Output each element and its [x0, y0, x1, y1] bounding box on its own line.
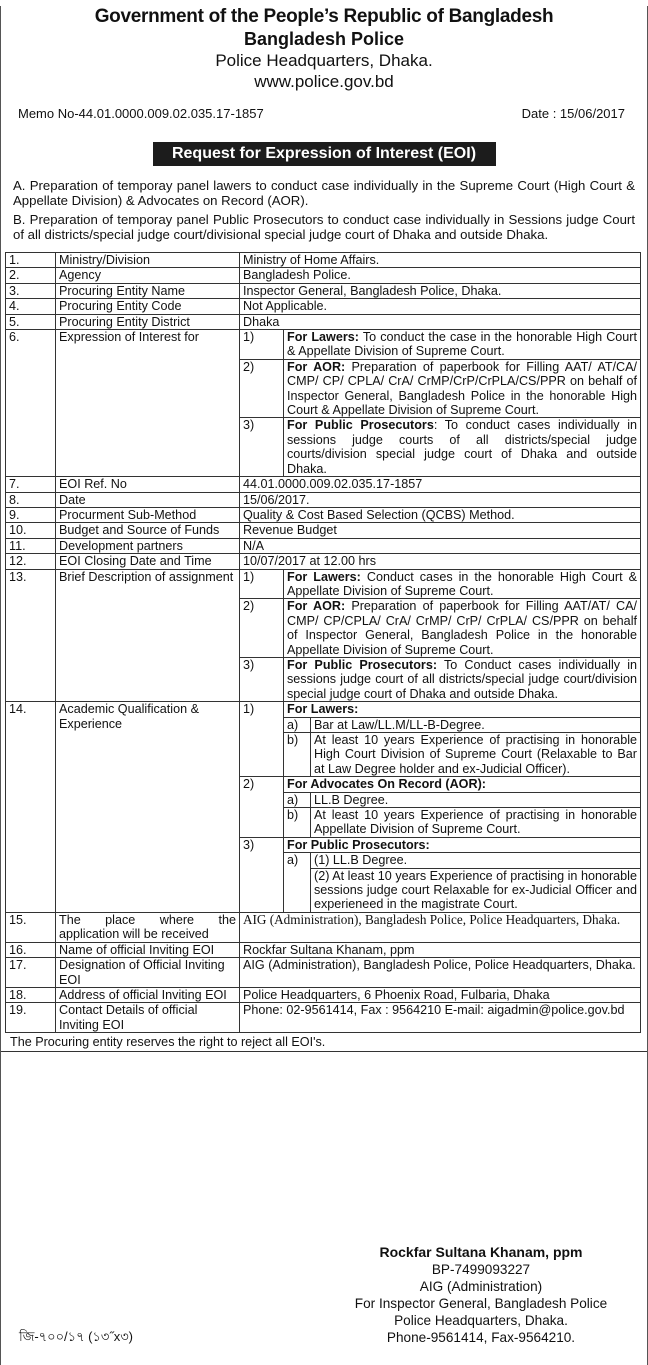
sub-text: For AOR: Preparation of paperbook for Filling AAT/ AT/CA/ CMP/ CP/ CPLA/ CrA/ CrMP/CrP/CrPLA/CS/PPR on behalf of Inspector General, Bangladesh Police in the honorable High Court & Appellate Division of Supreme Court.: [284, 359, 641, 418]
table-row: [6, 492, 641, 507]
row-number: 17.: [6, 958, 56, 988]
row-number: 16.: [6, 942, 56, 957]
sub-text: For AOR: Preparation of paperbook for Filling AAT/AT/ CA/ CMP/ CP/CPLA/ CrA/ CrMP/ CrP/ CrPLA/ CS/PPR on behalf of Inspector General, Bangladesh Police in the honorable Appellate Division of Supreme Court.: [284, 599, 641, 658]
table-row: [6, 477, 641, 492]
row-number: 1.: [6, 253, 56, 268]
sub-text: For Public Prosecutors: To Conduct cases individually in sessions judge court of all districts/special judge court/division special judge court of Dhaka and outside Dhaka.: [284, 657, 641, 701]
signature-block: [321, 1244, 641, 1346]
table-row: [6, 987, 641, 1002]
sub-number: 3): [240, 418, 284, 477]
row-number: 3.: [6, 283, 56, 298]
table-row: [6, 942, 641, 957]
row-value: Phone: 02-9561414, Fax : 9564210 E-mail: aigadmin@police.gov.bd: [240, 1003, 641, 1033]
row-number: 13.: [6, 569, 56, 702]
row-label: Procuring Entity Code: [56, 299, 240, 314]
sub-number: 2): [240, 777, 284, 838]
row-label: Designation of Official Inviting EOI: [56, 958, 240, 988]
table-row: [6, 253, 641, 268]
table-row: [6, 912, 641, 942]
row-number: 15.: [6, 912, 56, 942]
website-link[interactable]: www.police.gov.bd: [254, 72, 394, 91]
row-label: Academic Qualification & Experience: [56, 702, 240, 913]
row-label: Procurment Sub-Method: [56, 507, 240, 522]
row-label: Date: [56, 492, 240, 507]
item-text: At least 10 years Experience of practising in honorable High Court Division of Supreme Court (Relaxable to Bar at Law Degree holder and ex-Judicial Officer).: [311, 733, 641, 777]
row-value: Not Applicable.: [240, 299, 641, 314]
row-label: The place where the application will be received: [56, 912, 240, 942]
government-title: Government of the People’s Republic of Bangladesh: [94, 6, 554, 27]
table-row: [6, 569, 641, 599]
row-number: 10.: [6, 523, 56, 538]
row-value: Bangladesh Police.: [240, 268, 641, 283]
signatory-office: Police Headquarters, Dhaka.: [394, 1313, 568, 1328]
sub-text: For Lawers: Conduct cases in the honorable High Court & Appellate Division of Supreme Court.: [284, 569, 641, 599]
item-letter: a): [284, 717, 311, 732]
signatory-bp: BP-7499093227: [431, 1262, 531, 1277]
row-value: Dhaka: [240, 314, 641, 329]
signatory-designation: AIG (Administration): [419, 1279, 543, 1294]
table-row: [6, 958, 641, 988]
advertisement-reference: জি-৭০০/১৭ (১৩˝x৩): [19, 1329, 133, 1344]
table-row: [6, 314, 641, 329]
sub-heading: For Advocates On Record (AOR):: [284, 777, 641, 792]
signatory-name: Rockfar Sultana Khanam, ppm: [379, 1244, 583, 1260]
item-letter: a): [284, 792, 311, 807]
row-number: 6.: [6, 330, 56, 477]
memo-date: Date : 15/06/2017: [521, 106, 625, 121]
row-value: 10/07/2017 at 12.00 hrs: [240, 554, 641, 569]
eoi-notice-page: [0, 6, 648, 1365]
table-row: [6, 523, 641, 538]
item-letter: b): [284, 808, 311, 838]
sub-number: 1): [240, 330, 284, 360]
row-number: 5.: [6, 314, 56, 329]
row-number: 4.: [6, 299, 56, 314]
row-label: Expression of Interest for: [56, 330, 240, 477]
table-row: [6, 507, 641, 522]
row-number: 12.: [6, 554, 56, 569]
item-letter: b): [284, 733, 311, 777]
row-value: Quality & Cost Based Selection (QCBS) Method.: [240, 507, 641, 522]
row-label: EOI Ref. No: [56, 477, 240, 492]
row-number: 7.: [6, 477, 56, 492]
row-number: 8.: [6, 492, 56, 507]
eoi-details-table: [5, 252, 641, 1033]
row-value: Rockfar Sultana Khanam, ppm: [240, 942, 641, 957]
item-text: Bar at Law/LL.M/LL-B-Degree.: [311, 717, 641, 732]
memo-line: [1, 106, 647, 126]
row-label: EOI Closing Date and Time: [56, 554, 240, 569]
sub-number: 3): [240, 837, 284, 912]
row-number: 14.: [6, 702, 56, 913]
row-value: 15/06/2017.: [240, 492, 641, 507]
row-label: Ministry/Division: [56, 253, 240, 268]
sub-number: 1): [240, 702, 284, 777]
signatory-contact: Phone-9561414, Fax-9564210.: [386, 1330, 576, 1345]
sub-number: 1): [240, 569, 284, 599]
office-title: Police Headquarters, Dhaka.: [215, 51, 433, 70]
item-letter: a): [284, 853, 311, 913]
letterhead: [1, 6, 647, 92]
footer-note: The Procuring entity reserves the right to reject all EOI's.: [1, 1033, 647, 1052]
intro-paragraph-b: B. Preparation of temporay panel Public Prosecutors to conduct case individually in Sessions judge Court of all districts/special judge court/divisional special judge court of Dhaka and outside Dhaka.: [13, 212, 635, 242]
row-label: Contact Details of official Inviting EOI: [56, 1003, 240, 1033]
item-text: At least 10 years Experience of practising in honorable Appellate Division of Supreme Court.: [311, 808, 641, 838]
sub-number: 2): [240, 599, 284, 658]
table-row: [6, 1003, 641, 1033]
table-row: [6, 299, 641, 314]
row-number: 18.: [6, 987, 56, 1002]
table-row: [6, 330, 641, 360]
row-label: Development partners: [56, 538, 240, 553]
row-value: Inspector General, Bangladesh Police, Dhaka.: [240, 283, 641, 298]
sub-number: 2): [240, 359, 284, 418]
row-value: AIG (Administration), Bangladesh Police, Police Headquarters, Dhaka.: [240, 912, 641, 942]
signatory-on-behalf: For Inspector General, Bangladesh Police: [354, 1296, 608, 1311]
table-row: [6, 268, 641, 283]
item-text: (1) LL.B Degree.: [311, 853, 641, 868]
row-label: Name of official Inviting EOI: [56, 942, 240, 957]
table-row: [6, 538, 641, 553]
row-value: Police Headquarters, 6 Phoenix Road, Fulbaria, Dhaka: [240, 987, 641, 1002]
memo-number: Memo No-44.01.0000.009.02.035.17-1857: [18, 106, 264, 121]
row-label: Brief Description of assignment: [56, 569, 240, 702]
row-label: Address of official Inviting EOI: [56, 987, 240, 1002]
row-number: 9.: [6, 507, 56, 522]
sub-heading: For Public Prosecutors:: [284, 837, 641, 852]
sub-text: For Lawers: To conduct the case in the honorable High Court & Appellate Division of Supreme Court.: [284, 330, 641, 360]
row-label: Procuring Entity District: [56, 314, 240, 329]
row-number: 2.: [6, 268, 56, 283]
row-value: AIG (Administration), Bangladesh Police, Police Headquarters, Dhaka.: [240, 958, 641, 988]
item-text: (2) At least 10 years Experience of practising in honorable sessions judge court Relaxable for ex-Judicial Officer and experieneed in the magistrate Court.: [311, 868, 641, 912]
sub-number: 3): [240, 657, 284, 701]
row-value: Revenue Budget: [240, 523, 641, 538]
table-row: [6, 283, 641, 298]
item-text: LL.B Degree.: [311, 792, 641, 807]
row-label: Procuring Entity Name: [56, 283, 240, 298]
row-number: 11.: [6, 538, 56, 553]
row-value: 44.01.0000.009.02.035.17-1857: [240, 477, 641, 492]
table-row: [6, 554, 641, 569]
table-row: [6, 702, 641, 717]
agency-title: Bangladesh Police: [243, 29, 405, 49]
row-label: Budget and Source of Funds: [56, 523, 240, 538]
intro-section: [13, 178, 635, 242]
sub-text: For Public Prosecutors: To conduct cases individually in sessions judge courts of all districts/special judge courts/division special judge court of Dhaka and outside Dhaka.: [284, 418, 641, 477]
intro-paragraph-a: A. Preparation of temporay panel lawers to conduct case individually in the Supreme Court (High Court & Appellate Division) & Advocates on Record (AOR).: [13, 178, 635, 208]
sub-heading: For Lawers:: [284, 702, 641, 717]
notice-title: Request for Expression of Interest (EOI): [153, 142, 496, 166]
row-value: N/A: [240, 538, 641, 553]
row-value: Ministry of Home Affairs.: [240, 253, 641, 268]
row-label: Agency: [56, 268, 240, 283]
row-number: 19.: [6, 1003, 56, 1033]
